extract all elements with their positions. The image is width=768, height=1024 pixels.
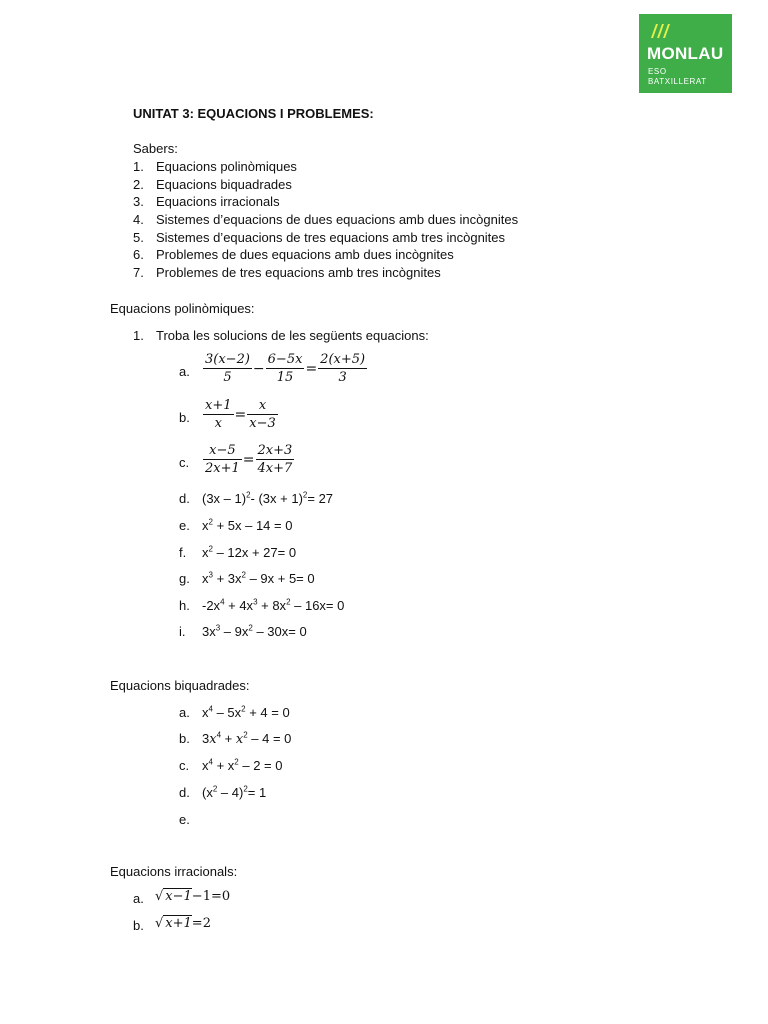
- equation-label: g.: [179, 571, 190, 586]
- monlau-bars-icon: [648, 22, 672, 40]
- fraction: $\frac{x-5}{2x+1}$: [205, 443, 240, 476]
- sqrt-icon: √: [155, 889, 164, 904]
- equation-d: (3x – 1)$^2$- $(3x + 1)^2= 27$: [202, 490, 334, 506]
- equation-label: d.: [179, 785, 190, 800]
- equation-label: a.: [179, 364, 190, 379]
- logo-line-batxillerat: BATXILLERAT: [648, 77, 707, 86]
- section-heading-irracionals: Equacions irracionals:: [110, 864, 238, 879]
- equation-label: b.: [179, 731, 190, 746]
- equation-label: c.: [179, 455, 190, 470]
- equation-b: $\frac{x+1}{x}$ = $\frac{x}{x-3}$: [205, 398, 276, 431]
- section-heading-polinomiques: Equacions polinòmiques:: [110, 301, 255, 316]
- equation-label: c.: [179, 758, 190, 773]
- equation-label: a.: [133, 891, 144, 906]
- equation-label: i.: [179, 624, 186, 639]
- monlau-logo: [639, 14, 732, 93]
- sabers-heading: Sabers:: [133, 141, 178, 156]
- equation-label: e.: [179, 812, 190, 827]
- equation-h: $-2x^4 + 4x^3 + 8x^2 - 16x= 0$: [202, 597, 345, 613]
- sqrt-icon: √: [155, 916, 164, 931]
- fraction: $\frac{x}{x-3}$: [249, 398, 276, 431]
- equation-label: d.: [179, 491, 190, 506]
- equation-biquad-d: $(x^2 - 4)^2= 1$: [202, 784, 267, 800]
- equation-irrational-a: √ x−1−1=0: [155, 889, 231, 904]
- sabers-item: 2. Equacions biquadrades: [133, 177, 292, 192]
- equation-biquad-b: $3x^4 + x^2 - 4 = 0$: [202, 730, 292, 747]
- equation-label: f.: [179, 545, 187, 560]
- sabers-item: 5. Sistemes d’equacions de tres equacions amb tres incògnites: [133, 230, 506, 245]
- fraction: $\frac{2x+3}{4x+7}$: [257, 443, 293, 476]
- equation-e: $x^2 + 5x - 14 = 0$: [202, 517, 293, 533]
- page-title: UNITAT 3: EQUACIONS I PROBLEMES:: [133, 106, 374, 121]
- equation-f: $x^2 - 12x + 27= 0$: [202, 544, 297, 560]
- equation-i: $3x^3 - 9x^2 - 30x= 0$: [202, 623, 307, 639]
- fraction: $\frac{6-5x}{15}$: [267, 352, 303, 385]
- equation-irrational-b: √ x+1=2: [155, 916, 211, 931]
- exercise-instruction: 1. Troba les solucions de les següents equacions:: [133, 328, 429, 343]
- equation-label: b.: [179, 410, 190, 425]
- equation-c: $\frac{x-5}{2x+1}$ = $\frac{2x+3}{4x+7}$: [205, 443, 293, 476]
- equation-label: b.: [133, 918, 144, 933]
- equation-g: $x^3 + 3x^2 - 9x + 5= 0$: [202, 570, 315, 586]
- equation-biquad-c: $x^4 + x^2 - 2 = 0$: [202, 757, 283, 773]
- sabers-item: 3. Equacions irracionals: [133, 194, 280, 209]
- equation-a: $\frac{3(x-2)}{5}$ − $\frac{6-5x}{15}$ = $\frac{2(x+5)}{3}$: [205, 352, 366, 385]
- fraction: $\frac{x+1}{x}$: [205, 398, 232, 431]
- sabers-item: 1. Equacions polinòmiques: [133, 159, 297, 174]
- equation-label: e.: [179, 518, 190, 533]
- fraction: $\frac{2(x+5)}{3}$: [320, 352, 366, 385]
- logo-line-eso: ESO: [648, 67, 667, 76]
- sabers-item: 6. Problemes de dues equacions amb dues incògnites: [133, 247, 454, 262]
- logo-brand: MONLAU: [647, 44, 724, 63]
- sabers-item: 7. Problemes de tres equacions amb tres incògnites: [133, 265, 441, 280]
- section-heading-biquadrades: Equacions biquadrades:: [110, 678, 250, 693]
- equation-biquad-a: $x^4 - 5x^2 + 4 = 0$: [202, 704, 290, 720]
- equation-label: h.: [179, 598, 190, 613]
- sabers-item: 4. Sistemes d’equacions de dues equacions amb dues incògnites: [133, 212, 519, 227]
- equation-label: a.: [179, 705, 190, 720]
- fraction: $\frac{3(x-2)}{5}$: [205, 352, 250, 385]
